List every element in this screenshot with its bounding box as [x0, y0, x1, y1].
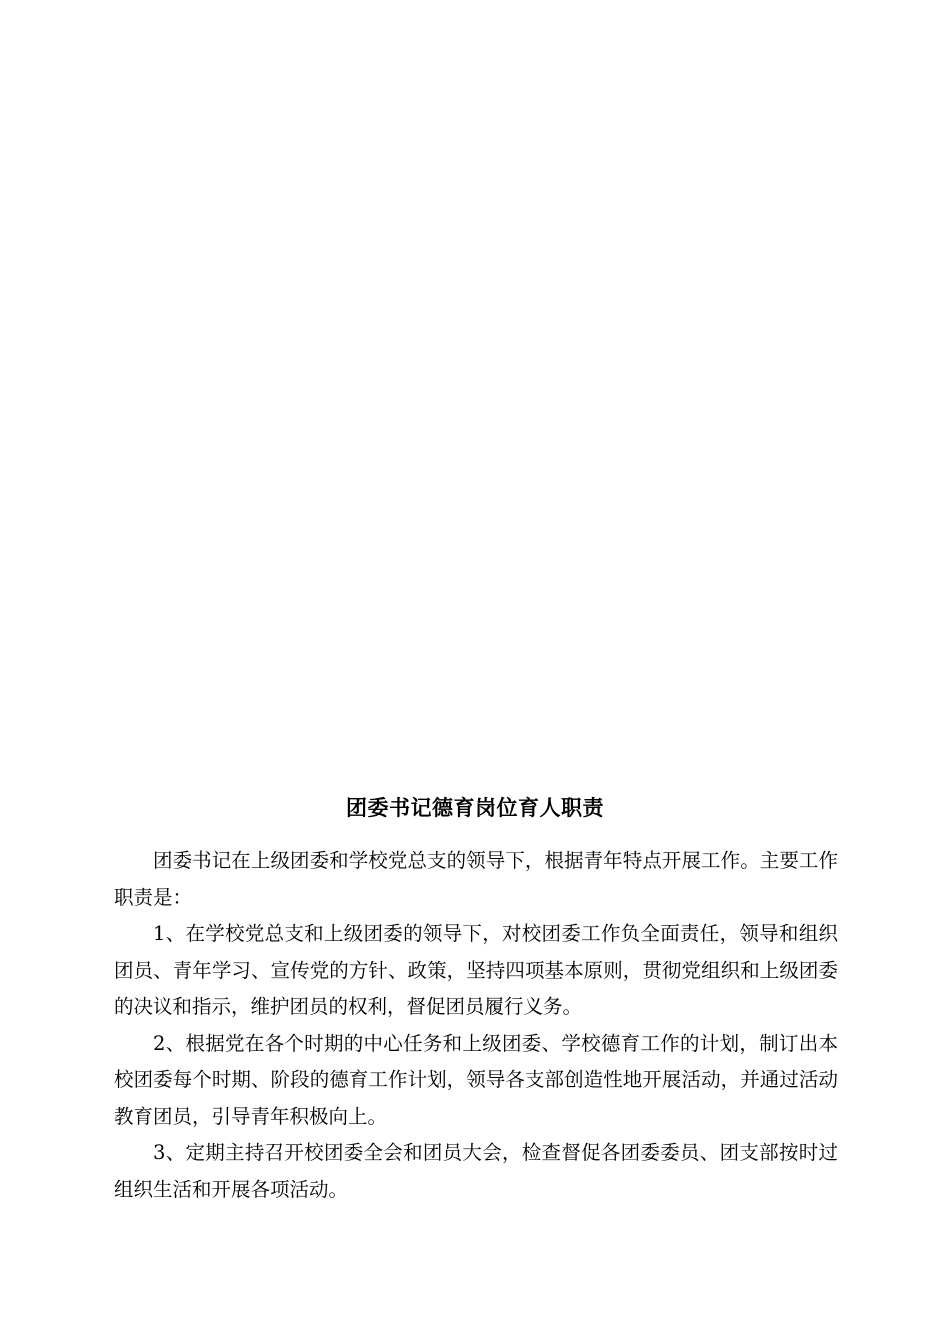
document-title: 团委书记德育岗位育人职责 — [346, 795, 604, 820]
duty-item-2: 2、根据党在各个时期的中心任务和上级团委、学校德育工作的计划，制订出本校团委每个时期、阶段的德育工作计划，领导各支部创造性地开展活动，并通过活动教育团员，引导青年积极向上。 — [114, 1031, 838, 1128]
duty-item-3: 3、定期主持召开校团委全会和团员大会，检查督促各团委委员、团支部按时过组织生活和开展各项活动。 — [114, 1141, 838, 1201]
document-body — [114, 843, 838, 1208]
intro-paragraph: 团委书记在上级团委和学校党总支的领导下，根据青年特点开展工作。主要工作职责是： — [114, 849, 838, 909]
duty-item-1: 1、在学校党总支和上级团委的领导下，对校团委工作负全面责任，领导和组织团员、青年学习、宣传党的方针、政策，坚持四项基本原则，贯彻党组织和上级团委的决议和指示，维护团员的权利，督促团员履行义务。 — [114, 922, 838, 1018]
